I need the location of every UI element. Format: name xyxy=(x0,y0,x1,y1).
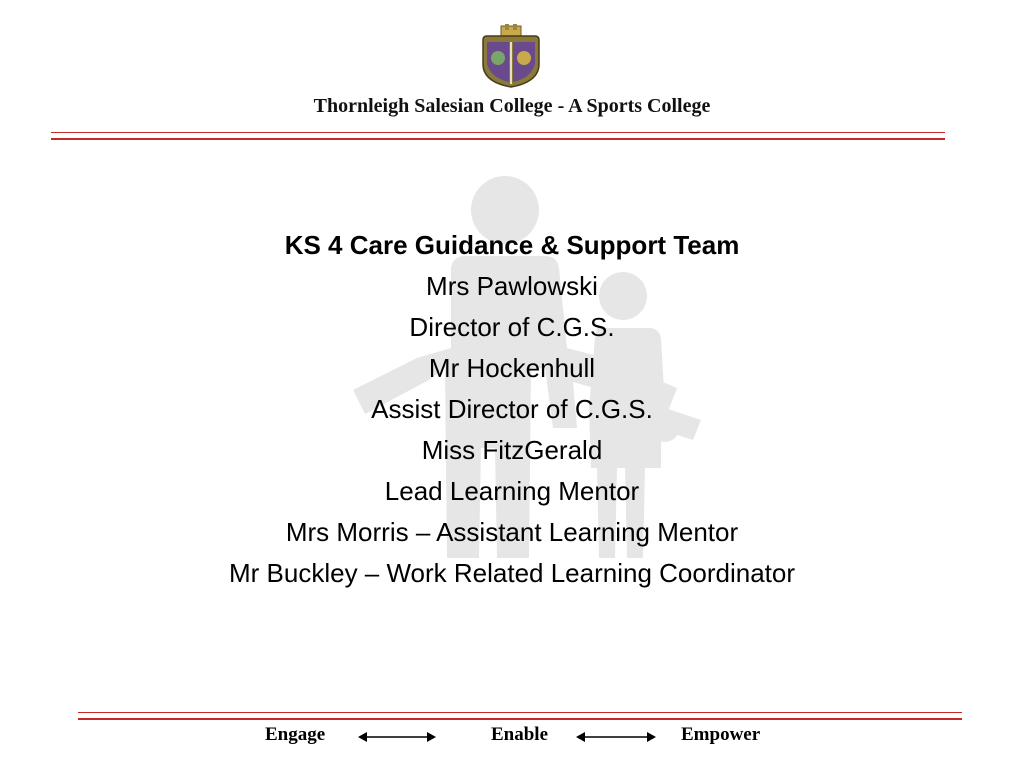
team-line: Assist Director of C.G.S. xyxy=(371,394,653,424)
motto-enable: Enable xyxy=(491,724,549,745)
team-content xyxy=(0,225,1024,594)
team-line: Lead Learning Mentor xyxy=(384,476,640,506)
team-line: Mrs Morris – Assistant Learning Mentor xyxy=(285,517,739,547)
double-arrow-icon xyxy=(358,730,436,744)
college-crest-icon xyxy=(477,24,545,88)
team-heading: KS 4 Care Guidance & Support Team xyxy=(284,230,740,260)
college-title: Thornleigh Salesian College - A Sports College xyxy=(313,95,711,117)
header-divider xyxy=(51,132,945,140)
team-line: Mr Buckley – Work Related Learning Coordinator xyxy=(228,558,795,588)
double-arrow-icon xyxy=(576,730,656,744)
footer-motto xyxy=(0,724,1024,750)
motto-empower: Empower xyxy=(681,724,761,745)
footer-divider xyxy=(78,712,962,720)
team-line: Mrs Pawlowski xyxy=(426,271,598,301)
team-line: Mr Hockenhull xyxy=(428,353,596,383)
motto-engage: Engage xyxy=(265,724,326,745)
team-line: Miss FitzGerald xyxy=(421,435,603,465)
team-line: Director of C.G.S. xyxy=(409,312,615,342)
